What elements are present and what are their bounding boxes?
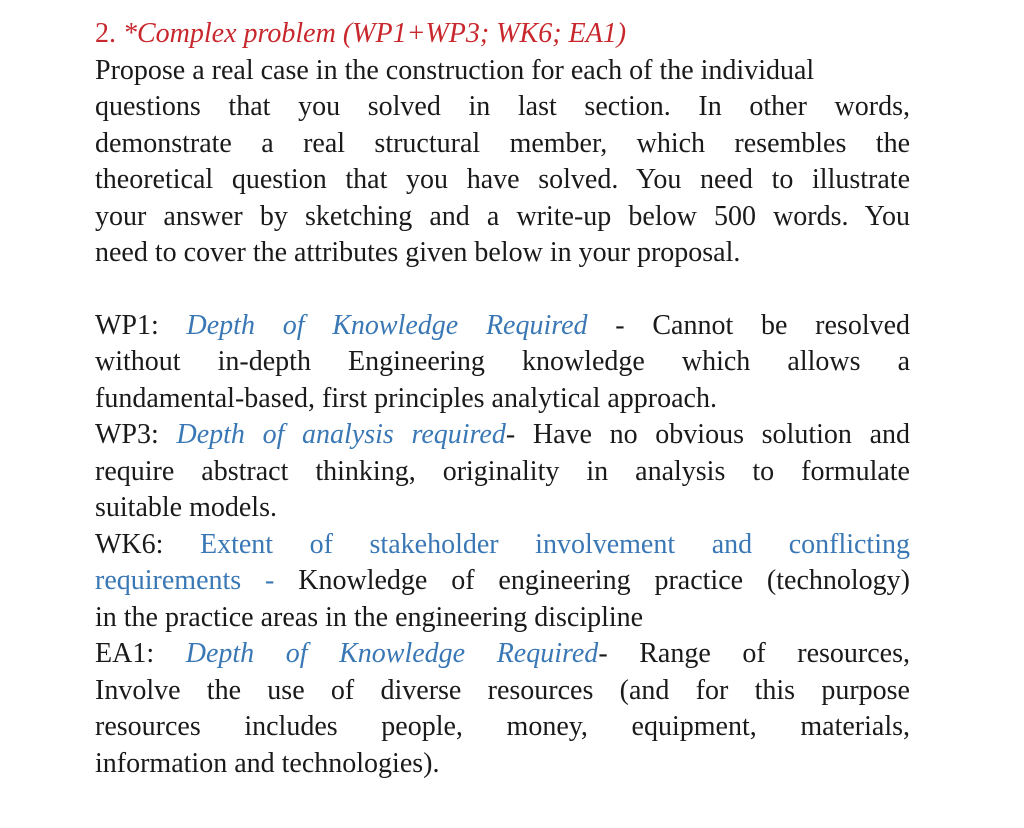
heading bbox=[95, 16, 910, 53]
attribute-line bbox=[95, 563, 910, 600]
heading-title: *Complex problem (WP1+WP3; WK6; EA1) bbox=[123, 18, 627, 49]
attribute-wk6 bbox=[95, 527, 910, 637]
intro-line: demonstrate a real structural member, which resembles the bbox=[95, 127, 910, 159]
attribute-line: information and technologies). bbox=[95, 747, 440, 779]
attribute-line: without in-depth Engineering knowledge which allows a bbox=[95, 346, 910, 377]
attribute-name: Extent of stakeholder involvement and conflicting bbox=[200, 528, 910, 560]
attribute-name: Depth of Knowledge Required bbox=[185, 638, 599, 669]
attribute-text: - Range of resources, bbox=[598, 638, 911, 669]
attribute-line bbox=[95, 527, 910, 564]
attribute-wp3 bbox=[95, 417, 910, 527]
attribute-line bbox=[95, 636, 910, 673]
intro-line: questions that you solved in last section. In other words, bbox=[95, 91, 910, 122]
intro-line: your answer by sketching and a write-up below 500 words. You bbox=[95, 200, 910, 232]
intro-line: theoretical question that you have solved. You need to illustrate bbox=[95, 164, 910, 195]
attribute-text: Knowledge of engineering practice (technology) bbox=[298, 565, 910, 596]
attribute-line: in the practice areas in the engineering discipline bbox=[95, 601, 644, 633]
attribute-code: WP1: bbox=[95, 309, 159, 341]
document-page bbox=[95, 16, 910, 782]
attribute-code: WP3: bbox=[95, 419, 159, 450]
paragraph-gap bbox=[95, 272, 910, 308]
attribute-text: - Have no obvious solution and bbox=[505, 419, 911, 450]
intro-paragraph bbox=[95, 53, 910, 272]
intro-line: need to cover the attributes given below in your proposal. bbox=[95, 237, 741, 268]
attribute-name-continued: requirements - bbox=[95, 565, 275, 596]
attribute-name: Depth of analysis required bbox=[176, 419, 506, 450]
attribute-wp1 bbox=[95, 308, 910, 418]
heading-number: 2. bbox=[95, 18, 116, 49]
attribute-line bbox=[95, 417, 910, 454]
attribute-ea1 bbox=[95, 636, 910, 782]
attribute-line bbox=[95, 308, 910, 345]
attribute-separator: - bbox=[615, 309, 625, 341]
intro-line: Propose a real case in the construction for each of the individual bbox=[95, 54, 815, 86]
attribute-line: fundamental-based, first principles analytical approach. bbox=[95, 382, 717, 414]
attribute-line: suitable models. bbox=[95, 492, 277, 523]
attribute-line: Involve the use of diverse resources (and for this purpose bbox=[95, 674, 910, 706]
attribute-line: require abstract thinking, originality in analysis to formulate bbox=[95, 455, 910, 487]
attribute-text: Cannot be resolved bbox=[652, 309, 911, 341]
attribute-code: EA1: bbox=[95, 638, 155, 669]
attribute-line: resources includes people, money, equipment, materials, bbox=[95, 711, 910, 742]
attribute-code: WK6: bbox=[95, 528, 164, 560]
attribute-name: Depth of Knowledge Required bbox=[186, 309, 588, 341]
